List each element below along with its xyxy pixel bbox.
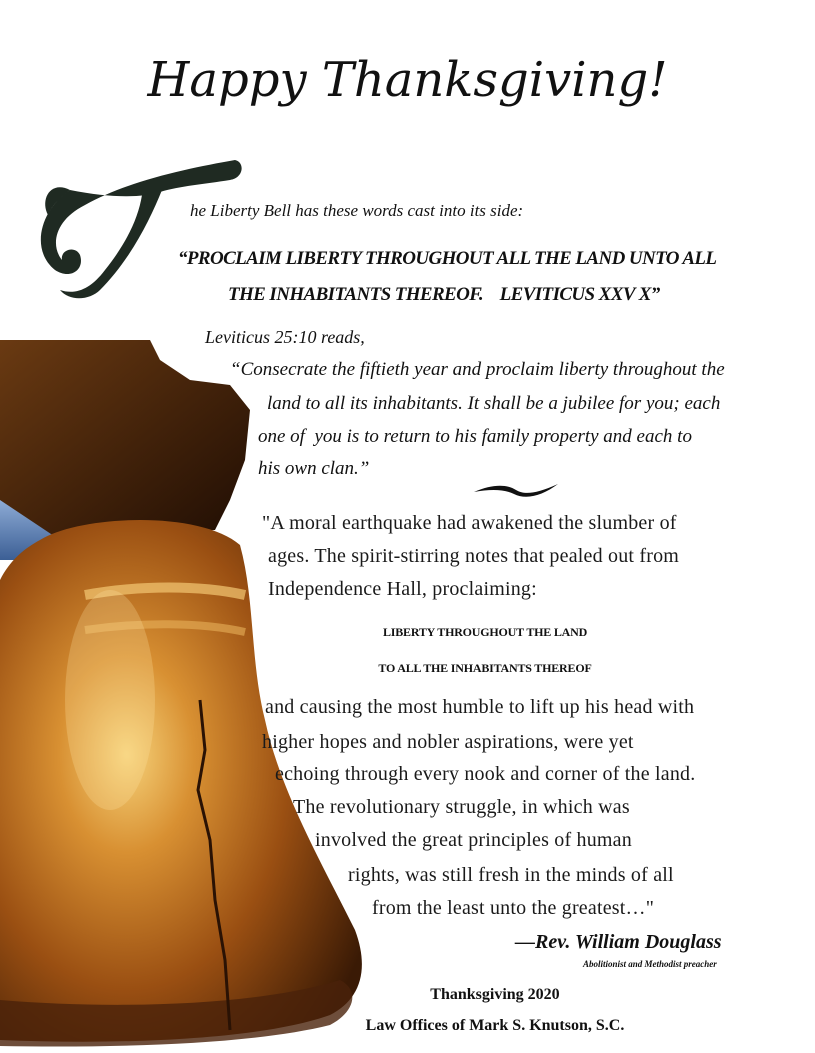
- quote-line-2: ages. The spirit-stirring notes that pealed out from: [268, 545, 680, 567]
- footer-firm-name: Law Offices of Mark S. Knutson, S.C.: [365, 1017, 625, 1034]
- quote-line-9: rights, was still fresh in the minds of all: [348, 864, 674, 886]
- scripture-reference: Leviticus 25:10 reads,: [205, 327, 365, 347]
- quote-line-10: from the least unto the greatest…": [372, 897, 655, 919]
- author-role: Abolitionist and Methodist preacher: [583, 959, 717, 969]
- dropcap-t-icon: [30, 150, 245, 305]
- quote-line-8: involved the great principles of human: [315, 829, 632, 851]
- proclamation-line-2: TO ALL THE INHABITANTS THEREOF: [378, 661, 592, 675]
- quote-author: —Rev. William Douglass: [515, 931, 722, 953]
- page-title: Happy Thanksgiving!: [147, 52, 668, 108]
- flourish-divider-icon: [472, 478, 560, 500]
- scripture-line-3: one of you is to return to his family property and each to: [258, 426, 692, 447]
- quote-line-6: echoing through every nook and corner of the land.: [275, 763, 696, 785]
- scripture-line-1: “Consecrate the fiftieth year and proclaim liberty throughout the: [230, 359, 725, 380]
- scripture-line-4: his own clan.”: [258, 458, 370, 479]
- bell-inscription-line-2: THE INHABITANTS THEREOF. LEVITICUS XXV X”: [228, 284, 660, 305]
- scripture-line-2: land to all its inhabitants. It shall be a jubilee for you; each: [267, 393, 721, 414]
- quote-line-1: "A moral earthquake had awakened the slumber of: [262, 512, 677, 534]
- bell-inscription-line-1: “PROCLAIM LIBERTY THROUGHOUT ALL THE LAND UNTO ALL: [178, 248, 717, 269]
- quote-line-7: The revolutionary struggle, in which was: [293, 796, 630, 818]
- quote-line-5: higher hopes and nobler aspirations, were yet: [262, 731, 634, 753]
- footer-year: Thanksgiving 2020: [430, 986, 560, 1003]
- intro-text: he Liberty Bell has these words cast into its side:: [190, 201, 524, 220]
- quote-line-4: and causing the most humble to lift up his head with: [265, 696, 695, 718]
- quote-line-3: Independence Hall, proclaiming:: [268, 578, 537, 600]
- proclamation-line-1: LIBERTY THROUGHOUT THE LAND: [382, 625, 588, 639]
